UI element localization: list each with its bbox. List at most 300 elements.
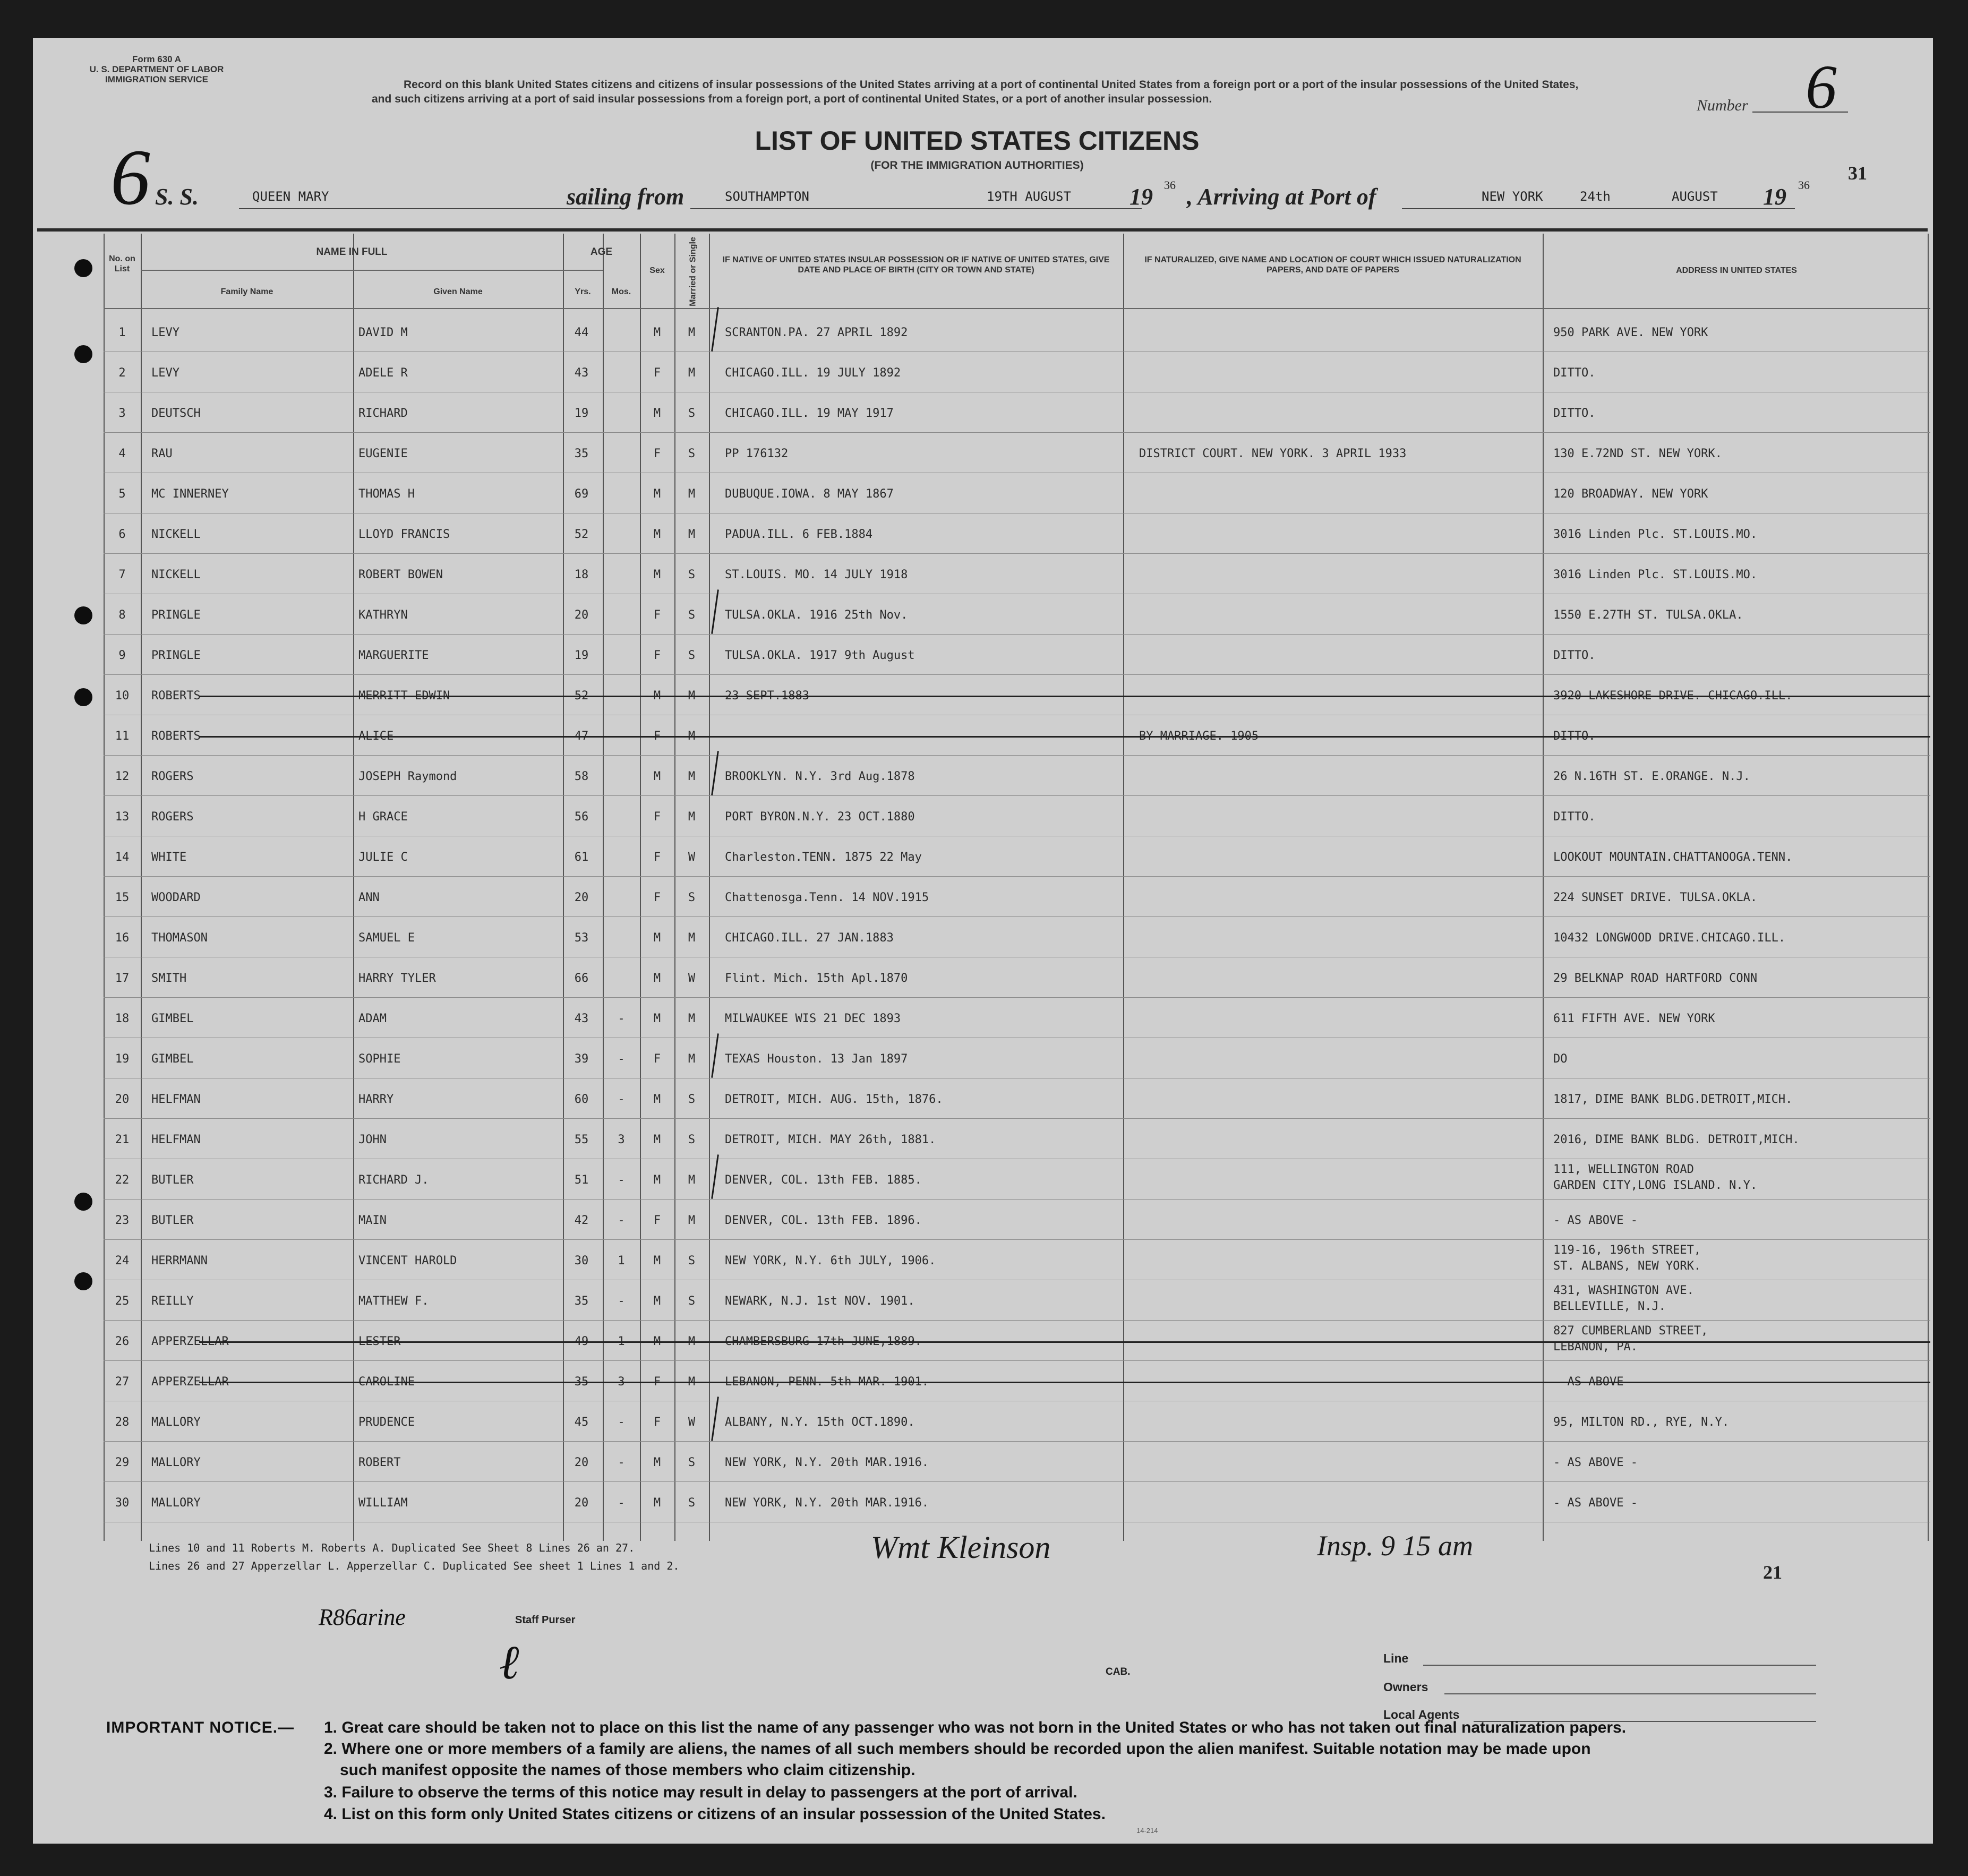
family-name: LEVY [151,366,179,380]
col-sex: Sex [649,266,665,275]
given-name: ADELE R [358,366,408,380]
family-name: APPERZELLAR [151,1375,229,1389]
address: DO [1553,1052,1568,1066]
birth-place-date: TULSA.OKLA. 1916 25th Nov. [725,609,908,622]
age-years: 69 [574,487,589,501]
given-name: LESTER [358,1335,401,1348]
sex: M [653,1335,661,1348]
sex: M [653,1012,661,1025]
age-years: 20 [574,609,589,622]
birth-place-date: CHICAGO.ILL. 19 JULY 1892 [725,366,901,380]
sex: M [653,689,661,703]
form-number: Form 630 A [132,54,181,64]
marital-status: M [688,730,696,743]
address: - AS ABOVE - [1553,1456,1638,1469]
given-name: ALICE [358,730,394,743]
marital-status: M [688,528,696,541]
sheet-number: 31 [1848,162,1867,184]
check-mark [711,751,719,795]
address: DITTO. [1553,810,1596,824]
row-number: 14 [115,851,130,864]
address: 130 E.72ND ST. NEW YORK. [1553,447,1722,460]
sail-date: 19TH AUGUST [987,189,1071,204]
given-name: VINCENT HAROLD [358,1254,457,1267]
arrival-year-prefix: 19 [1763,184,1786,210]
row-rule [104,755,1930,756]
age-years: 39 [574,1052,589,1066]
age-months: - [618,1052,625,1066]
col-address: ADDRESS IN UNITED STATES [1676,266,1797,275]
birth-place-date: NEWARK, N.J. 1st NOV. 1901. [725,1295,915,1308]
sex: M [653,407,661,420]
marital-status: M [688,1052,696,1066]
given-name: MAIN [358,1214,387,1227]
sex: F [653,609,661,622]
col-family: Family Name [220,287,273,296]
marital-status: M [688,931,696,945]
row-number: 16 [115,931,130,945]
birth-place-date: PADUA.ILL. 6 FEB.1884 [725,528,873,541]
address: 3016 Linden Plc. ST.LOUIS.MO. [1553,528,1758,541]
sex: M [653,528,661,541]
sex: M [653,1496,661,1510]
table-row [104,877,1930,918]
age-months: - [618,1456,625,1469]
address-line-2: ST. ALBANS, NEW YORK. [1553,1260,1701,1273]
table-row [104,1402,1930,1442]
given-name: H GRACE [358,810,408,824]
address: - AS ABOVE - [1553,1214,1638,1227]
age-years: 61 [574,851,589,864]
marital-status: S [688,447,696,460]
row-rule [104,634,1930,635]
row-number: 1 [118,326,126,339]
handwritten-six: 6 [110,133,150,221]
family-name: NICKELL [151,528,201,541]
birth-place-date: PORT BYRON.N.Y. 23 OCT.1880 [725,810,915,824]
arrival-year: 36 [1798,178,1810,192]
cab-label: CAB. [1106,1666,1131,1677]
row-number: 27 [115,1375,130,1389]
table-row [104,635,1930,675]
sex: F [653,649,661,662]
age-years: 66 [574,972,589,985]
given-name: SAMUEL E [358,931,415,945]
marital-status: M [688,1375,696,1389]
sex: F [653,1214,661,1227]
ss-label: S. S. [155,184,199,210]
table-row [104,837,1930,877]
table-row [104,1039,1930,1079]
family-name: APPERZELLAR [151,1335,229,1348]
age-years: 18 [574,568,589,581]
row-number: 22 [115,1173,130,1187]
sex: F [653,891,661,904]
marital-status: M [688,1173,696,1187]
age-years: 56 [574,810,589,824]
table-row [104,474,1930,514]
age-years: 51 [574,1173,589,1187]
row-rule [104,553,1930,554]
given-name: PRUDENCE [358,1416,415,1429]
marital-status: S [688,891,696,904]
age-years: 49 [574,1335,589,1348]
address: 2016, DIME BANK BLDG. DETROIT,MICH. [1553,1133,1800,1146]
marital-status: W [688,972,696,985]
birth-place-date: NEW YORK, N.Y. 20th MAR.1916. [725,1496,929,1510]
age-months: - [618,1496,625,1510]
row-number: 15 [115,891,130,904]
row-number: 11 [115,730,130,743]
check-mark [711,307,719,352]
address: 29 BELKNAP ROAD HARTFORD CONN [1553,972,1758,985]
given-name: EUGENIE [358,447,408,460]
birth-place-date: CHICAGO.ILL. 27 JAN.1883 [725,931,894,945]
marital-status: M [688,689,696,703]
family-name: ROGERS [151,810,194,824]
given-name: MATTHEW F. [358,1295,429,1308]
row-number: 30 [115,1496,130,1510]
row-number: 3 [118,407,126,420]
year-prefix: 19 [1130,184,1153,210]
given-name: ADAM [358,1012,387,1025]
birth-place-date: NEW YORK, N.Y. 6th JULY, 1906. [725,1254,936,1267]
address: 3920 LAKESHORE DRIVE. CHICAGO.ILL. [1553,689,1793,703]
age-years: 20 [574,891,589,904]
row-number: 28 [115,1416,130,1429]
punch-hole [74,345,92,363]
age-months: - [618,1416,625,1429]
row-rule [104,997,1930,998]
row-number: 23 [115,1214,130,1227]
departure-port: SOUTHAMPTON [725,189,809,204]
row-number: 6 [118,528,126,541]
agents-label: Local Agents [1383,1708,1460,1721]
age-years: 35 [574,1295,589,1308]
table-row [104,918,1930,958]
number-value: 6 [1806,52,1837,122]
row-rule [104,1320,1930,1321]
birth-place-date: DETROIT, MICH. MAY 26th, 1881. [725,1133,936,1146]
age-months: 3 [618,1133,625,1146]
address: 119-16, 196th STREET, [1553,1244,1701,1257]
given-name: RICHARD [358,407,408,420]
arriving-label: , Arriving at Port of [1187,184,1376,210]
row-number: 25 [115,1295,130,1308]
address: 611 FIFTH AVE. NEW YORK [1553,1012,1715,1025]
table-row [104,998,1930,1039]
row-number: 29 [115,1456,130,1469]
ship-name: QUEEN MARY [252,189,329,204]
row-rule [104,1360,1930,1361]
line-field [1423,1665,1816,1666]
col-name-in-full: NAME IN FULL [316,246,388,258]
age-months: - [618,1173,625,1187]
family-name: ROGERS [151,770,194,783]
naturalization: BY MARRIAGE. 1905 [1139,730,1259,743]
age-months: - [618,1295,625,1308]
table-row [104,393,1930,433]
given-name: ROBERT BOWEN [358,568,443,581]
row-number: 20 [115,1093,130,1106]
age-years: 30 [574,1254,589,1267]
row-rule [104,432,1930,433]
header-bottom-rule [104,308,1930,309]
sex: M [653,487,661,501]
birth-place-date: DENVER, COL. 13th FEB. 1896. [725,1214,922,1227]
col-yrs: Yrs. [575,287,591,296]
row-number: 5 [118,487,126,501]
family-name: LEVY [151,326,179,339]
notice-heading: IMPORTANT NOTICE.— [106,1719,295,1736]
family-name: THOMASON [151,931,208,945]
notice-item-2: 2. Where one or more members of a family are aliens, the names of all such members should be recorded upon the alien manifest. Suitable notation may be made upon [324,1740,1591,1758]
given-name: HARRY [358,1093,394,1106]
address-line-2: LEBANON, PA. [1553,1340,1638,1354]
row-number: 9 [118,649,126,662]
row-number: 26 [115,1335,130,1348]
row-rule [104,1481,1930,1482]
marital-status: S [688,1133,696,1146]
family-name: PRINGLE [151,609,201,622]
arrival-port: NEW YORK [1482,189,1543,204]
sex: F [653,1375,661,1389]
owners-label: Owners [1383,1680,1428,1694]
sex: F [653,447,661,460]
address: - AS ABOVE - [1553,1496,1638,1510]
age-months: - [618,1214,625,1227]
family-name: HELFMAN [151,1093,201,1106]
family-name: WOODARD [151,891,201,904]
family-name: BUTLER [151,1214,194,1227]
table-row [104,1442,1930,1483]
family-name: DEUTSCH [151,407,201,420]
row-number: 17 [115,972,130,985]
row-number: 21 [115,1133,130,1146]
table-row [104,1240,1930,1281]
age-years: 44 [574,326,589,339]
footnote-2: Lines 26 and 27 Apperzellar L. Apperzellar C. Duplicated See sheet 1 Lines 1 and 2. [149,1560,680,1572]
sex: M [653,770,661,783]
row-number: 2 [118,366,126,380]
owners-field [1444,1693,1816,1694]
marital-status: W [688,1416,696,1429]
age-years: 20 [574,1496,589,1510]
age-years: 43 [574,1012,589,1025]
sex: M [653,1173,661,1187]
family-name: WHITE [151,851,187,864]
table-row [104,716,1930,756]
address: DITTO. [1553,649,1596,662]
family-name: ROBERTS [151,689,201,703]
col-no: No. on List [109,254,135,273]
table-row [104,1119,1930,1160]
given-name: KATHRYN [358,609,408,622]
age-years: 19 [574,407,589,420]
address: 950 PARK AVE. NEW YORK [1553,326,1708,339]
header-sub-rule [141,270,603,271]
table-row [104,1200,1930,1240]
age-years: 55 [574,1133,589,1146]
family-name: SMITH [151,972,187,985]
sailing-label: sailing from [567,184,684,210]
marital-status: M [688,1214,696,1227]
given-name: WILLIAM [358,1496,408,1510]
table-row [104,1281,1930,1321]
age-years: 19 [574,649,589,662]
punch-hole [74,259,92,277]
notice-item-4: 4. List on this form only United States citizens or citizens of an insular possession of the United States. [324,1805,1106,1823]
age-months: 3 [618,1375,625,1389]
sail-year: 36 [1164,178,1176,192]
sex: F [653,1052,661,1066]
passenger-table [104,234,1930,1541]
marital-status: M [688,1335,696,1348]
table-row [104,1483,1930,1523]
birth-place-date: BROOKLYN. N.Y. 3rd Aug.1878 [725,770,915,783]
number-label: Number [1697,97,1748,114]
check-mark [711,1397,719,1441]
punch-hole [74,688,92,706]
table-row [104,433,1930,474]
given-name: MERRITT EDWIN [358,689,450,703]
birth-place-date: DENVER, COL. 13th FEB. 1885. [725,1173,922,1187]
marital-status: M [688,1012,696,1025]
birth-place-date: PP 176132 [725,447,789,460]
table-row [104,796,1930,837]
marital-status: S [688,1496,696,1510]
service: IMMIGRATION SERVICE [105,74,208,84]
address: 26 N.16TH ST. E.ORANGE. N.J. [1553,770,1750,783]
family-name: RAU [151,447,173,460]
notice-item-2-cont: such manifest opposite the names of those members who claim citizenship. [340,1761,915,1779]
family-name: NICKELL [151,568,201,581]
address: 1550 E.27TH ST. TULSA.OKLA. [1553,609,1743,622]
given-name: ANN [358,891,380,904]
marital-status: M [688,326,696,339]
age-months: - [618,1012,625,1025]
marital-status: S [688,1093,696,1106]
row-number: 10 [115,689,130,703]
birth-place-date: Flint. Mich. 15th Apl.1870 [725,972,908,985]
birth-place-date: DETROIT, MICH. AUG. 15th, 1876. [725,1093,943,1106]
row-rule [104,916,1930,917]
table-row [104,514,1930,554]
notice-item-1: 1. Great care should be taken not to place on this list the name of any passenger who was not born in the United States or who has not taken out final naturalization papers. [324,1719,1627,1736]
age-years: 45 [574,1416,589,1429]
table-row [104,1160,1930,1200]
marital-status: W [688,851,696,864]
table-row [104,554,1930,595]
table-row [104,1321,1930,1361]
marital-status: S [688,1456,696,1469]
page-subtitle: (FOR THE IMMIGRATION AUTHORITIES) [870,159,1084,172]
family-name: GIMBEL [151,1012,194,1025]
family-name: HELFMAN [151,1133,201,1146]
page-number: 21 [1763,1562,1782,1583]
department: U. S. DEPARTMENT OF LABOR [89,64,224,74]
sex: F [653,1416,661,1429]
family-name: REILLY [151,1295,194,1308]
sex: F [653,851,661,864]
row-number: 13 [115,810,130,824]
birth-place-date: DUBUQUE.IOWA. 8 MAY 1867 [725,487,894,501]
given-name: LLOYD FRANCIS [358,528,450,541]
sex: F [653,810,661,824]
col-married: Married or Single [688,237,698,306]
initials-mark: ℓ [499,1637,519,1689]
sex: M [653,1254,661,1267]
address-line-2: GARDEN CITY,LONG ISLAND. N.Y. [1553,1179,1758,1192]
col-birth: IF NATIVE OF UNITED STATES INSULAR POSSESSION OR IF NATIVE OF UNITED STATES, GIVE DATE AND PLACE OF BIRTH (CITY OR TOWN AND STATE) [722,255,1110,275]
table-row [104,1361,1930,1402]
punch-hole [74,1272,92,1290]
table-row [104,756,1930,796]
age-years: 52 [574,689,589,703]
table-row [104,958,1930,998]
birth-place-date: 23 SEPT.1883 [725,689,809,703]
family-name: ROBERTS [151,730,201,743]
family-name: HERRMANN [151,1254,208,1267]
punch-hole [74,1193,92,1211]
marital-status: S [688,1254,696,1267]
address-line-2: BELLEVILLE, N.J. [1553,1300,1666,1313]
sex: M [653,1295,661,1308]
sex: M [653,568,661,581]
birth-place-date: ST.LOUIS. MO. 14 JULY 1918 [725,568,908,581]
family-name: MALLORY [151,1456,201,1469]
col-given: Given Name [433,287,483,296]
birth-place-date: CHAMBERSBURG 17th JUNE,1889. [725,1335,922,1348]
marital-status: S [688,568,696,581]
address: DITTO. [1553,366,1596,380]
address: DITTO. [1553,730,1596,743]
age-years: 60 [574,1093,589,1106]
form-id-block [69,54,244,84]
family-name: PRINGLE [151,649,201,662]
row-rule [104,1118,1930,1119]
age-years: 20 [574,1456,589,1469]
marital-status: S [688,407,696,420]
birth-place-date: SCRANTON.PA. 27 APRIL 1892 [725,326,908,339]
naturalization: DISTRICT COURT. NEW YORK. 3 APRIL 1933 [1139,447,1407,460]
family-name: GIMBEL [151,1052,194,1066]
family-name: MC INNERNEY [151,487,229,501]
age-years: 52 [574,528,589,541]
given-name: JOSEPH Raymond [358,770,457,783]
marital-status: S [688,649,696,662]
arrival-day: 24th [1580,189,1611,204]
age-years: 53 [574,931,589,945]
marital-status: M [688,487,696,501]
age-years: 58 [574,770,589,783]
age-years: 35 [574,447,589,460]
row-number: 8 [118,609,126,622]
arrival-underline [1402,208,1795,209]
marital-status: S [688,609,696,622]
family-name: MALLORY [151,1416,201,1429]
birth-place-date: NEW YORK, N.Y. 20th MAR.1916. [725,1456,929,1469]
address: 95, MILTON RD., RYE, N.Y. [1553,1416,1730,1429]
line-label: Line [1383,1651,1409,1665]
address: 3016 Linden Plc. ST.LOUIS.MO. [1553,568,1758,581]
family-name: BUTLER [151,1173,194,1187]
row-number: 19 [115,1052,130,1066]
col-naturalized: IF NATURALIZED, GIVE NAME AND LOCATION OF COURT WHICH ISSUED NATURALIZATION PAPERS, AND DATE OF PAPERS [1144,255,1521,275]
sex: F [653,366,661,380]
birth-place-date: Chattenosga.Tenn. 14 NOV.1915 [725,891,929,904]
form-code: 14-214 [1136,1827,1158,1835]
